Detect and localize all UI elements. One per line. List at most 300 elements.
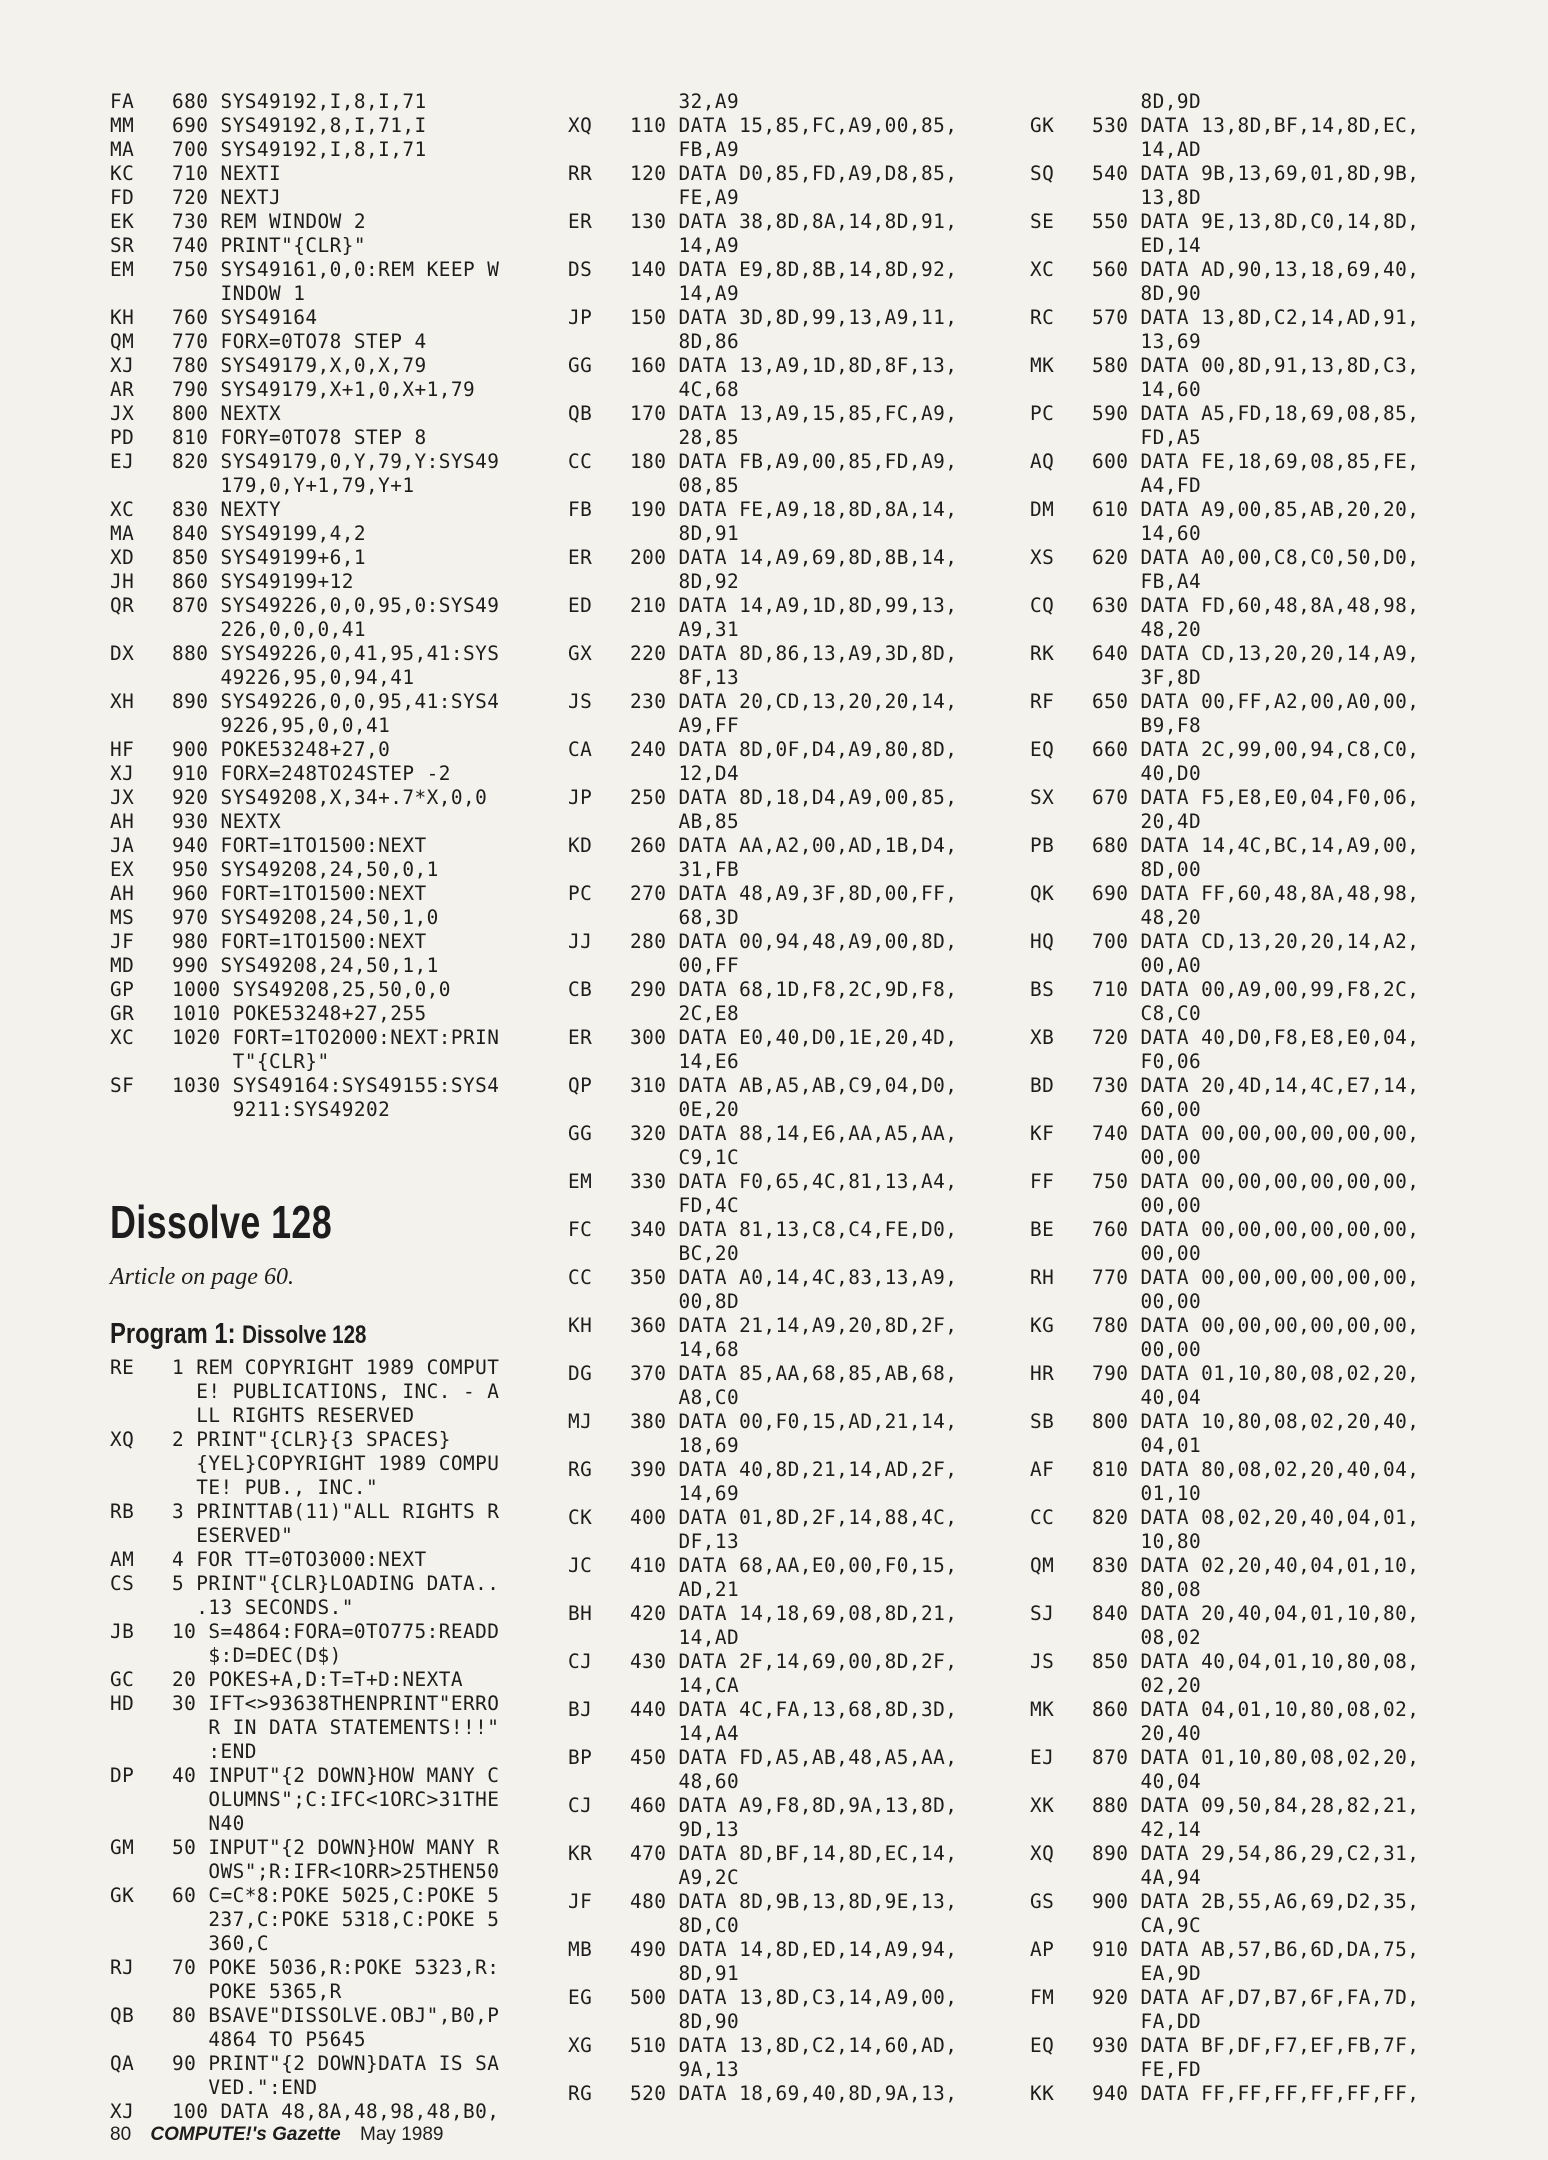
code-text: 940 FORT=1TO1500:NEXT bbox=[172, 834, 427, 857]
code-line bbox=[568, 402, 1008, 426]
code-line bbox=[1030, 1770, 1480, 1794]
code-text: 120 DATA D0,85,FD,A9,D8,85, bbox=[630, 162, 958, 185]
code-text: A4,FD bbox=[1092, 474, 1202, 497]
code-text: 310 DATA AB,A5,AB,C9,04,D0, bbox=[630, 1074, 958, 1097]
article-title: Dissolve 128 bbox=[110, 1196, 333, 1248]
code-text: A9,2C bbox=[630, 1866, 740, 1889]
code-text: 950 SYS49208,24,50,0,1 bbox=[172, 858, 439, 881]
code-line bbox=[1030, 1530, 1480, 1554]
code-text: 4C,68 bbox=[630, 378, 740, 401]
code-line bbox=[568, 1242, 1008, 1266]
checksum-code: CQ bbox=[1030, 594, 1055, 617]
checksum-code: SF bbox=[110, 1074, 135, 1097]
code-text: 890 SYS49226,0,0,95,41:SYS4 bbox=[172, 690, 500, 713]
code-line bbox=[110, 618, 550, 642]
checksum-code: GK bbox=[110, 1884, 135, 1907]
code-line bbox=[568, 1890, 1008, 1914]
code-line bbox=[1030, 1866, 1480, 1890]
code-text: 28,85 bbox=[630, 426, 740, 449]
checksum-code: RC bbox=[1030, 306, 1055, 329]
checksum-code: MS bbox=[110, 906, 135, 929]
checksum-code: QK bbox=[1030, 882, 1055, 905]
checksum-code: RE bbox=[110, 1356, 135, 1379]
code-text: 10 S=4864:FORA=0TO775:READD bbox=[172, 1620, 500, 1643]
code-line bbox=[1030, 714, 1480, 738]
code-text: 60 C=C*8:POKE 5025,C:POKE 5 bbox=[172, 1884, 500, 1907]
checksum-code: AH bbox=[110, 810, 135, 833]
code-line bbox=[110, 1074, 550, 1098]
code-text: 4864 TO P5645 bbox=[172, 2028, 366, 2051]
code-line bbox=[110, 858, 550, 882]
checksum-code: DS bbox=[568, 258, 593, 281]
code-line bbox=[1030, 1098, 1480, 1122]
code-text: 100 DATA 48,8A,48,98,48,B0, bbox=[172, 2100, 500, 2123]
code-text: 9226,95,0,0,41 bbox=[172, 714, 391, 737]
code-text: B9,F8 bbox=[1092, 714, 1202, 737]
code-line bbox=[568, 858, 1008, 882]
checksum-code: XS bbox=[1030, 546, 1055, 569]
code-text: 320 DATA 88,14,E6,AA,A5,AA, bbox=[630, 1122, 958, 1145]
code-line bbox=[568, 1602, 1008, 1626]
code-text: FB,A9 bbox=[630, 138, 740, 161]
code-text: 14,60 bbox=[1092, 522, 1202, 545]
code-text: 68,3D bbox=[630, 906, 740, 929]
code-text: 00,00 bbox=[1092, 1290, 1202, 1313]
code-text: 0E,20 bbox=[630, 1098, 740, 1121]
code-line bbox=[110, 1644, 550, 1668]
checksum-code: RF bbox=[1030, 690, 1055, 713]
code-text: 500 DATA 13,8D,C3,14,A9,00, bbox=[630, 1986, 958, 2009]
code-line bbox=[110, 594, 550, 618]
code-line bbox=[110, 570, 550, 594]
checksum-code: CJ bbox=[568, 1650, 593, 1673]
code-line bbox=[1030, 594, 1480, 618]
code-line bbox=[568, 2034, 1008, 2058]
code-line bbox=[1030, 498, 1480, 522]
code-text: ED,14 bbox=[1092, 234, 1202, 257]
code-text: 790 DATA 01,10,80,08,02,20, bbox=[1092, 1362, 1420, 1385]
checksum-code: MB bbox=[568, 1938, 593, 1961]
code-text: 680 SYS49192,I,8,I,71 bbox=[172, 90, 427, 113]
code-line bbox=[568, 2082, 1008, 2106]
code-line bbox=[568, 1698, 1008, 1722]
checksum-code: JP bbox=[568, 786, 593, 809]
checksum-code: AR bbox=[110, 378, 135, 401]
checksum-code: RJ bbox=[110, 1956, 135, 1979]
code-line bbox=[110, 930, 550, 954]
code-line bbox=[1030, 1890, 1480, 1914]
checksum-code: RR bbox=[568, 162, 593, 185]
code-line bbox=[1030, 330, 1480, 354]
checksum-code: QP bbox=[568, 1074, 593, 1097]
code-text: 80 BSAVE"DISSOLVE.OBJ",B0,P bbox=[172, 2004, 500, 2027]
code-line bbox=[1030, 1626, 1480, 1650]
code-text: FB,A4 bbox=[1092, 570, 1202, 593]
code-text: OWS";R:IFR<1ORR>25THEN50 bbox=[172, 1860, 500, 1883]
code-text: 340 DATA 81,13,C8,C4,FE,D0, bbox=[630, 1218, 958, 1241]
checksum-code: AM bbox=[110, 1548, 135, 1571]
code-text: 460 DATA A9,F8,8D,9A,13,8D, bbox=[630, 1794, 958, 1817]
checksum-code: CC bbox=[568, 450, 593, 473]
checksum-code: ER bbox=[568, 1026, 593, 1049]
code-text: 1 REM COPYRIGHT 1989 COMPUT bbox=[172, 1356, 500, 1379]
code-line bbox=[110, 1812, 550, 1836]
code-line bbox=[568, 1314, 1008, 1338]
code-line bbox=[110, 1836, 550, 1860]
code-text: 40,04 bbox=[1092, 1386, 1202, 1409]
code-text: 730 DATA 20,4D,14,4C,E7,14, bbox=[1092, 1074, 1420, 1097]
code-text: 300 DATA E0,40,D0,1E,20,4D, bbox=[630, 1026, 958, 1049]
code-line bbox=[1030, 642, 1480, 666]
code-line bbox=[1030, 1362, 1480, 1386]
code-text: 08,02 bbox=[1092, 1626, 1202, 1649]
code-text: 710 NEXTI bbox=[172, 162, 282, 185]
code-text: 540 DATA 9B,13,69,01,8D,9B, bbox=[1092, 162, 1420, 185]
code-text: 14,A9 bbox=[630, 282, 740, 305]
checksum-code: JJ bbox=[568, 930, 593, 953]
code-text: 200 DATA 14,A9,69,8D,8B,14, bbox=[630, 546, 958, 569]
code-line bbox=[110, 882, 550, 906]
checksum-code: MA bbox=[110, 138, 135, 161]
code-text: 40,D0 bbox=[1092, 762, 1202, 785]
page-number: 80 bbox=[110, 2124, 132, 2145]
checksum-code: JP bbox=[568, 306, 593, 329]
code-line bbox=[110, 666, 550, 690]
checksum-code: KK bbox=[1030, 2082, 1055, 2105]
code-text: 04,01 bbox=[1092, 1434, 1202, 1457]
code-line bbox=[568, 1554, 1008, 1578]
checksum-code: BD bbox=[1030, 1074, 1055, 1097]
checksum-code: BE bbox=[1030, 1218, 1055, 1241]
code-line bbox=[110, 906, 550, 930]
code-text: 48,20 bbox=[1092, 618, 1202, 641]
checksum-code: XQ bbox=[1030, 1842, 1055, 1865]
checksum-code: RB bbox=[110, 1500, 135, 1523]
checksum-code: CB bbox=[568, 978, 593, 1001]
code-line bbox=[1030, 1338, 1480, 1362]
checksum-code: MJ bbox=[568, 1410, 593, 1433]
code-line bbox=[110, 1620, 550, 1644]
code-text: 570 DATA 13,8D,C2,14,AD,91, bbox=[1092, 306, 1420, 329]
checksum-code: JF bbox=[568, 1890, 593, 1913]
column-middle bbox=[568, 90, 1008, 2106]
checksum-code: MA bbox=[110, 522, 135, 545]
code-text: 890 DATA 29,54,86,29,C2,31, bbox=[1092, 1842, 1420, 1865]
listing-continued bbox=[110, 90, 550, 1122]
code-line bbox=[568, 1794, 1008, 1818]
code-line bbox=[110, 234, 550, 258]
code-line bbox=[1030, 2082, 1480, 2106]
code-line bbox=[568, 738, 1008, 762]
code-line bbox=[568, 330, 1008, 354]
checksum-code: XB bbox=[1030, 1026, 1055, 1049]
code-text: 780 SYS49179,X,0,X,79 bbox=[172, 354, 427, 377]
checksum-code: ER bbox=[568, 210, 593, 233]
checksum-code: EJ bbox=[1030, 1746, 1055, 1769]
code-line bbox=[1030, 1578, 1480, 1602]
code-line bbox=[1030, 1962, 1480, 1986]
code-line bbox=[110, 1956, 550, 1980]
code-text: 180 DATA FB,A9,00,85,FD,A9, bbox=[630, 450, 958, 473]
code-line bbox=[1030, 618, 1480, 642]
checksum-code: AQ bbox=[1030, 450, 1055, 473]
code-line bbox=[1030, 666, 1480, 690]
code-text: VED.":END bbox=[172, 2076, 318, 2099]
code-text: 50 INPUT"{2 DOWN}HOW MANY R bbox=[172, 1836, 500, 1859]
code-text: 170 DATA 13,A9,15,85,FC,A9, bbox=[630, 402, 958, 425]
code-text: 4 FOR TT=0TO3000:NEXT bbox=[172, 1548, 427, 1571]
code-line bbox=[568, 594, 1008, 618]
code-text: 870 SYS49226,0,0,95,0:SYS49 bbox=[172, 594, 500, 617]
code-text: 13,8D bbox=[1092, 186, 1202, 209]
code-line bbox=[568, 714, 1008, 738]
code-line bbox=[568, 570, 1008, 594]
checksum-code: SE bbox=[1030, 210, 1055, 233]
code-line bbox=[568, 2058, 1008, 2082]
code-text: 390 DATA 40,8D,21,14,AD,2F, bbox=[630, 1458, 958, 1481]
code-line bbox=[568, 642, 1008, 666]
article-subtitle: Article on page 60. bbox=[110, 1264, 294, 1290]
code-text: 8D,90 bbox=[1092, 282, 1202, 305]
checksum-code: EJ bbox=[110, 450, 135, 473]
code-text: 90 PRINT"{2 DOWN}DATA IS SA bbox=[172, 2052, 500, 2075]
checksum-code: XG bbox=[568, 2034, 593, 2057]
code-text: CA,9C bbox=[1092, 1914, 1202, 1937]
code-line bbox=[1030, 786, 1480, 810]
code-text: 40 INPUT"{2 DOWN}HOW MANY C bbox=[172, 1764, 500, 1787]
code-line bbox=[1030, 138, 1480, 162]
code-text: 1030 SYS49164:SYS49155:SYS4 bbox=[172, 1074, 500, 1097]
checksum-code: SJ bbox=[1030, 1602, 1055, 1625]
code-line bbox=[568, 1914, 1008, 1938]
code-text: 990 SYS49208,24,50,1,1 bbox=[172, 954, 439, 977]
code-line bbox=[110, 1380, 550, 1404]
checksum-code: FC bbox=[568, 1218, 593, 1241]
code-text: 970 SYS49208,24,50,1,0 bbox=[172, 906, 439, 929]
code-line bbox=[568, 1818, 1008, 1842]
code-text: 18,69 bbox=[630, 1434, 740, 1457]
magazine-name: COMPUTE!'s Gazette bbox=[150, 2124, 341, 2145]
code-text: 830 DATA 02,20,40,04,01,10, bbox=[1092, 1554, 1420, 1577]
code-line bbox=[110, 1050, 550, 1074]
checksum-code: PD bbox=[110, 426, 135, 449]
code-text: FE,A9 bbox=[630, 186, 740, 209]
code-text: 13,69 bbox=[1092, 330, 1202, 353]
code-line bbox=[110, 810, 550, 834]
code-line bbox=[568, 1434, 1008, 1458]
code-line bbox=[1030, 930, 1480, 954]
code-line bbox=[110, 522, 550, 546]
code-text: 14,E6 bbox=[630, 1050, 740, 1073]
code-text: 860 DATA 04,01,10,80,08,02, bbox=[1092, 1698, 1420, 1721]
code-text: F0,06 bbox=[1092, 1050, 1202, 1073]
checksum-code: KH bbox=[110, 306, 135, 329]
checksum-code: QM bbox=[110, 330, 135, 353]
code-line bbox=[568, 1098, 1008, 1122]
code-line bbox=[568, 1986, 1008, 2010]
code-text: A8,C0 bbox=[630, 1386, 740, 1409]
code-line bbox=[110, 1428, 550, 1452]
code-line bbox=[1030, 474, 1480, 498]
code-text: 750 SYS49161,0,0:REM KEEP W bbox=[172, 258, 500, 281]
code-line bbox=[568, 1458, 1008, 1482]
checksum-code: KG bbox=[1030, 1314, 1055, 1337]
checksum-code: DP bbox=[110, 1764, 135, 1787]
code-line bbox=[568, 258, 1008, 282]
code-text: BC,20 bbox=[630, 1242, 740, 1265]
code-text: 720 NEXTJ bbox=[172, 186, 282, 209]
code-line bbox=[1030, 1818, 1480, 1842]
code-line bbox=[568, 354, 1008, 378]
checksum-code: XC bbox=[110, 498, 135, 521]
code-line bbox=[1030, 810, 1480, 834]
code-line bbox=[1030, 858, 1480, 882]
checksum-code: SR bbox=[110, 234, 135, 257]
code-line bbox=[568, 114, 1008, 138]
code-line bbox=[1030, 162, 1480, 186]
program-label: Program 1: bbox=[110, 1318, 236, 1350]
code-text: 00,00 bbox=[1092, 1146, 1202, 1169]
code-text: 10,80 bbox=[1092, 1530, 1202, 1553]
code-line bbox=[568, 690, 1008, 714]
code-line bbox=[568, 498, 1008, 522]
code-text: 830 NEXTY bbox=[172, 498, 282, 521]
code-line bbox=[568, 162, 1008, 186]
code-text: 710 DATA 00,A9,00,99,F8,2C, bbox=[1092, 978, 1420, 1001]
code-text: LL RIGHTS RESERVED bbox=[172, 1404, 415, 1427]
code-text: 660 DATA 2C,99,00,94,C8,C0, bbox=[1092, 738, 1420, 761]
program-heading bbox=[110, 1312, 471, 1356]
code-line bbox=[1030, 1290, 1480, 1314]
checksum-code: SX bbox=[1030, 786, 1055, 809]
code-text: 820 DATA 08,02,20,40,04,01, bbox=[1092, 1506, 1420, 1529]
checksum-code: XQ bbox=[110, 1428, 135, 1451]
code-text: EA,9D bbox=[1092, 1962, 1202, 1985]
code-text: 14,AD bbox=[630, 1626, 740, 1649]
code-text: 770 DATA 00,00,00,00,00,00, bbox=[1092, 1266, 1420, 1289]
code-line bbox=[110, 90, 550, 114]
code-line bbox=[110, 1452, 550, 1476]
code-text: 740 DATA 00,00,00,00,00,00, bbox=[1092, 1122, 1420, 1145]
code-text: 600 DATA FE,18,69,08,85,FE, bbox=[1092, 450, 1420, 473]
code-line bbox=[568, 1194, 1008, 1218]
code-line bbox=[1030, 2034, 1480, 2058]
code-line bbox=[568, 1290, 1008, 1314]
code-line bbox=[568, 546, 1008, 570]
code-text: 900 POKE53248+27,0 bbox=[172, 738, 391, 761]
code-line bbox=[110, 1692, 550, 1716]
code-line bbox=[110, 1356, 550, 1380]
code-line bbox=[568, 1122, 1008, 1146]
code-text: 237,C:POKE 5318,C:POKE 5 bbox=[172, 1908, 500, 1931]
code-text: 2C,E8 bbox=[630, 1002, 740, 1025]
code-text: 20 POKES+A,D:T=T+D:NEXTA bbox=[172, 1668, 463, 1691]
code-line bbox=[110, 306, 550, 330]
code-text: 260 DATA AA,A2,00,AD,1B,D4, bbox=[630, 834, 958, 857]
code-text: 680 DATA 14,4C,BC,14,A9,00, bbox=[1092, 834, 1420, 857]
code-text: 70 POKE 5036,R:POKE 5323,R: bbox=[172, 1956, 500, 1979]
code-line bbox=[110, 210, 550, 234]
code-line bbox=[1030, 1146, 1480, 1170]
code-text: 150 DATA 3D,8D,99,13,A9,11, bbox=[630, 306, 958, 329]
checksum-code: QM bbox=[1030, 1554, 1055, 1577]
code-text: 480 DATA 8D,9B,13,8D,9E,13, bbox=[630, 1890, 958, 1913]
code-text: 650 DATA 00,FF,A2,00,A0,00, bbox=[1092, 690, 1420, 713]
code-text: 560 DATA AD,90,13,18,69,40, bbox=[1092, 258, 1420, 281]
code-text: 8D,90 bbox=[630, 2010, 740, 2033]
code-line bbox=[1030, 1938, 1480, 1962]
code-text: 400 DATA 01,8D,2F,14,88,4C, bbox=[630, 1506, 958, 1529]
code-line bbox=[110, 1668, 550, 1692]
checksum-code: XJ bbox=[110, 354, 135, 377]
code-line bbox=[1030, 1650, 1480, 1674]
code-text: 780 DATA 00,00,00,00,00,00, bbox=[1092, 1314, 1420, 1337]
code-text: 940 DATA FF,FF,FF,FF,FF,FF, bbox=[1092, 2082, 1420, 2105]
code-text: 800 DATA 10,80,08,02,20,40, bbox=[1092, 1410, 1420, 1433]
code-line bbox=[1030, 1218, 1480, 1242]
code-line bbox=[1030, 90, 1480, 114]
code-text: TE! PUB., INC." bbox=[172, 1476, 379, 1499]
code-text: 08,85 bbox=[630, 474, 740, 497]
checksum-code: JB bbox=[110, 1620, 135, 1643]
code-text: 3F,8D bbox=[1092, 666, 1202, 689]
checksum-code: FD bbox=[110, 186, 135, 209]
code-text: 8D,91 bbox=[630, 522, 740, 545]
code-text: 00,00 bbox=[1092, 1194, 1202, 1217]
code-line bbox=[110, 1980, 550, 2004]
checksum-code: XD bbox=[110, 546, 135, 569]
code-text: 32,A9 bbox=[630, 90, 740, 113]
code-line bbox=[110, 258, 550, 282]
code-line bbox=[568, 906, 1008, 930]
code-text: A9,FF bbox=[630, 714, 740, 737]
code-text: 40,04 bbox=[1092, 1770, 1202, 1793]
code-line bbox=[568, 1146, 1008, 1170]
code-text: 640 DATA CD,13,20,20,14,A9, bbox=[1092, 642, 1420, 665]
checksum-code: EQ bbox=[1030, 738, 1055, 761]
code-line bbox=[1030, 1842, 1480, 1866]
code-line bbox=[1030, 210, 1480, 234]
code-line bbox=[1030, 1554, 1480, 1578]
code-text: {YEL}COPYRIGHT 1989 COMPU bbox=[172, 1452, 500, 1475]
code-text: 840 DATA 20,40,04,01,10,80, bbox=[1092, 1602, 1420, 1625]
code-text: 9D,13 bbox=[630, 1818, 740, 1841]
code-line bbox=[110, 1404, 550, 1428]
code-line bbox=[110, 714, 550, 738]
code-line bbox=[568, 2010, 1008, 2034]
code-text: 740 PRINT"{CLR}" bbox=[172, 234, 366, 257]
code-text: 230 DATA 20,CD,13,20,20,14, bbox=[630, 690, 958, 713]
checksum-code: CC bbox=[1030, 1506, 1055, 1529]
code-text: 12,D4 bbox=[630, 762, 740, 785]
code-line bbox=[110, 1740, 550, 1764]
code-text: 14,A9 bbox=[630, 234, 740, 257]
code-text: 8D,00 bbox=[1092, 858, 1202, 881]
code-text: 670 DATA F5,E8,E0,04,F0,06, bbox=[1092, 786, 1420, 809]
code-text: 430 DATA 2F,14,69,00,8D,2F, bbox=[630, 1650, 958, 1673]
code-line bbox=[568, 306, 1008, 330]
code-line bbox=[110, 354, 550, 378]
checksum-code: KD bbox=[568, 834, 593, 857]
code-text: 60,00 bbox=[1092, 1098, 1202, 1121]
checksum-code: JX bbox=[110, 786, 135, 809]
code-text: 880 DATA 09,50,84,28,82,21, bbox=[1092, 1794, 1420, 1817]
code-text: E! PUBLICATIONS, INC. - A bbox=[172, 1380, 500, 1403]
checksum-code: FB bbox=[568, 498, 593, 521]
checksum-code: ED bbox=[568, 594, 593, 617]
checksum-code: GS bbox=[1030, 1890, 1055, 1913]
code-line bbox=[1030, 2010, 1480, 2034]
